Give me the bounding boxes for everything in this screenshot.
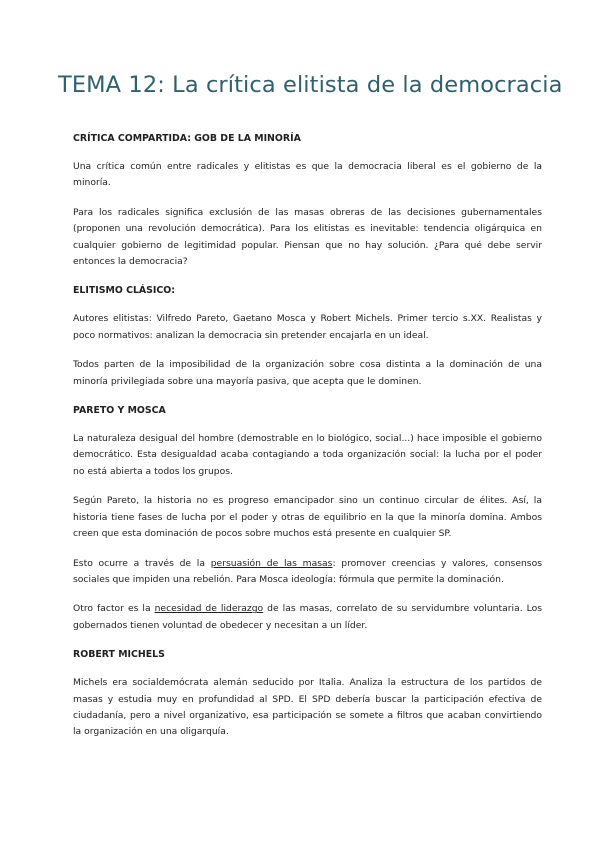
paragraph-text: Otro factor es la	[73, 603, 155, 615]
section-heading-elitismo-clasico	[73, 284, 542, 298]
paragraph-text: Esto ocurre a través de la	[73, 557, 211, 569]
paragraph	[73, 601, 542, 634]
underlined-term: necesidad de liderazgo	[154, 603, 264, 615]
paragraph: Autores elitistas: Vilfredo Pareto, Gaetano Mosca y Robert Michels. Primer tercio s.XX. Realistas y poco normativos: analizan la democracia sin pretender encajarla en un ideal.	[73, 313, 542, 341]
paragraph: Una crítica común entre radicales y elitistas es que la democracia liberal es el gobierno de la minoría.	[73, 161, 542, 189]
heading-bold-text: ELITISMO CLÁSICO:	[73, 285, 176, 297]
section-heading-pareto-mosca: PARETO Y MOSCA	[73, 405, 166, 417]
paragraph: Según Pareto, la historia no es progreso emancipador sino un continuo circular de élites. Así, la historia tiene fases de lucha por el poder y otras de equilibrio en la que la minoría domina. Ambos creen que esta dominación de pocos sobre muchos está presente en cualquier SP.	[73, 495, 542, 540]
page-title: TEMA 12: La crítica elitista de la democracia	[58, 72, 563, 98]
paragraph: Todos parten de la imposibilidad de la organización sobre cosa distinta a la dominación de una minoría privilegiada sobre una mayoría pasiva, que acepta que le dominen.	[73, 359, 542, 387]
underlined-term: persuasión de las masas	[210, 557, 333, 569]
section-heading-robert-michels: ROBERT MICHELS	[73, 649, 165, 661]
section-heading-critica-compartida: CRÍTICA COMPARTIDA: GOB DE LA MINORÍA	[73, 133, 301, 144]
paragraph: La naturaleza desigual del hombre (demostrable en lo biológico, social...) hace imposible el gobierno democrático. Esta desigualdad acaba contagiando a toda organización social: la lucha por el poder no está abierta a todos los grupos.	[73, 433, 542, 477]
paragraph: Para los radicales significa exclusión de las masas obreras de las decisiones gubernamentales (proponen una revolución democrática). Para los elitistas es inevitable: tendencia oligárquica en cualquier gobierno de legitimidad popular. Piensan que no hay solución. ¿Para qué debe servir entonces la democracia?	[73, 206, 542, 268]
paragraph: Michels era socialdemócrata alemán seducido por Italia. Analiza la estructura de los partidos de masas y estudia muy en profundidad al SPD. El SPD debería buscar la participación efectiva de ciudadanía, pero a nivel organizativo, esa participación se somete a filtros que acaban convirtiendo la organización en una oligarquía.	[73, 677, 542, 738]
paragraph-text: : promover creencias y valores, consensos sociales que impiden una rebelión. Para Mosca ideología: fórmula que permite la dominación.	[73, 557, 542, 585]
paragraph-text: de las masas, correlato de su servidumbre voluntaria. Los gobernados tienen voluntad de obedecer y necesitan a un líder.	[73, 603, 542, 631]
paragraph	[73, 556, 542, 589]
